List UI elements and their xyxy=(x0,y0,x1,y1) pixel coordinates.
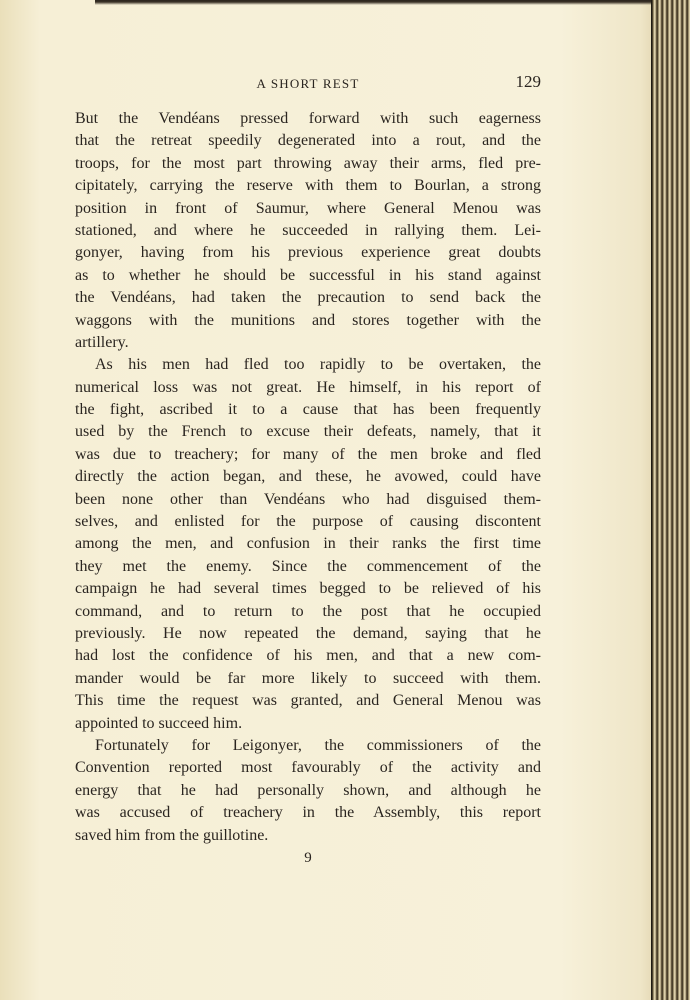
text-line: that the retreat speedily degenerated into a rout, and the xyxy=(75,132,541,150)
text-line: campaign he had several times begged to be relieved of his xyxy=(75,580,541,598)
text-line: This time the request was granted, and General Menou was xyxy=(75,692,541,710)
text-line: the Vendéans, had taken the precaution to send back the xyxy=(75,289,541,307)
page-top-shadow xyxy=(95,0,655,5)
body-text xyxy=(75,108,541,847)
book-fore-edge xyxy=(651,0,690,1000)
text-line: command, and to return to the post that he occupied xyxy=(75,602,541,620)
text-line: the fight, ascribed it to a cause that has been frequently xyxy=(75,401,541,419)
page-header xyxy=(75,72,541,94)
text-line: troops, for the most part throwing away their arms, fled pre- xyxy=(75,154,541,172)
running-head: A SHORT REST xyxy=(256,76,360,91)
text-line: had lost the confidence of his men, and that a new com- xyxy=(75,647,541,665)
page-number: 129 xyxy=(515,72,541,91)
text-line: mander would be far more likely to succeed with them. xyxy=(75,669,541,687)
text-line: position in front of Saumur, where General Menou was xyxy=(75,199,541,217)
text-line: numerical loss was not great. He himself, in his report of xyxy=(75,378,541,396)
text-line: they met the enemy. Since the commencement of the xyxy=(75,557,541,575)
text-line: Fortunately for Leigonyer, the commissioners of the xyxy=(95,736,541,754)
text-line: waggons with the munitions and stores together with the xyxy=(75,311,541,329)
text-line: among the men, and confusion in their ranks the first time xyxy=(75,535,541,553)
text-line: previously. He now repeated the demand, saying that he xyxy=(75,624,541,642)
text-line: stationed, and where he succeeded in rallying them. Lei- xyxy=(75,221,541,239)
text-line: was due to treachery; for many of the men broke and fled xyxy=(75,445,541,463)
text-line: selves, and enlisted for the purpose of causing discontent xyxy=(75,513,541,531)
text-line: Convention reported most favourably of the activity and xyxy=(75,759,541,777)
signature-mark: 9 xyxy=(304,850,312,866)
text-line: been none other than Vendéans who had disguised them- xyxy=(75,490,541,508)
text-line: But the Vendéans pressed forward with such eagerness xyxy=(75,110,541,127)
text-line: As his men had fled too rapidly to be overtaken, the xyxy=(95,356,541,374)
text-line: artillery. xyxy=(75,333,129,351)
text-line: used by the French to excuse their defeats, namely, that it xyxy=(75,423,541,441)
text-line: as to whether he should be successful in his stand against xyxy=(75,266,541,284)
text-line: appointed to succeed him. xyxy=(75,714,243,732)
text-line: was accused of treachery in the Assembly, this report xyxy=(75,804,541,822)
text-line: saved him from the guillotine. xyxy=(75,826,269,844)
text-line: cipitately, carrying the reserve with them to Bourlan, a strong xyxy=(75,177,541,195)
text-line: energy that he had personally shown, and although he xyxy=(75,781,541,799)
text-line: gonyer, having from his previous experience great doubts xyxy=(75,244,541,262)
text-line: directly the action began, and these, he avowed, could have xyxy=(75,468,541,486)
